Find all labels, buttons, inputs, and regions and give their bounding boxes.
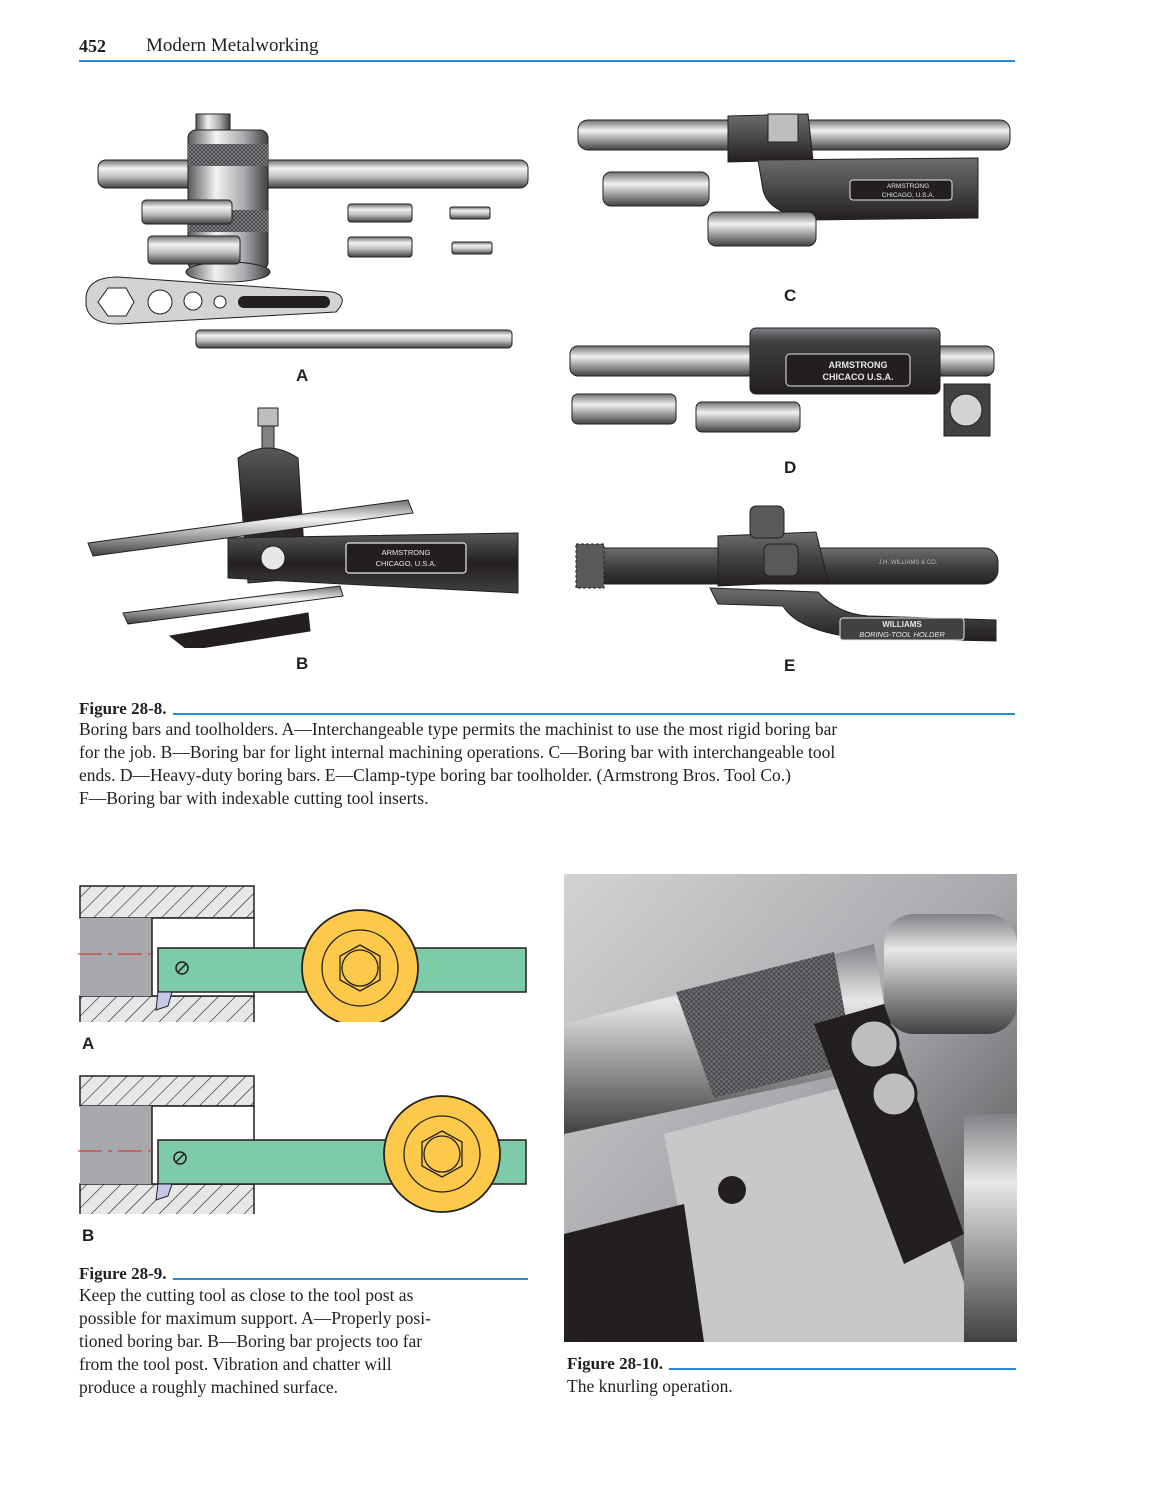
armstrong-toolholder-illustration: [78, 398, 538, 648]
caption-rule: [669, 1368, 1016, 1370]
svg-text:ARMSTRONG: ARMSTRONG: [886, 183, 930, 190]
figure-28-10-caption-body: The knurling operation.: [567, 1376, 733, 1396]
figure-28-10-photo: [564, 874, 1017, 1342]
interchangeable-end-boring-bar-illustration: [568, 100, 1016, 280]
diagram-label-a: A: [82, 1034, 95, 1053]
running-head: [79, 34, 1015, 62]
boring-bar-close-diagram: [78, 882, 538, 1022]
panel-label-b: B: [296, 654, 309, 673]
svg-text:BORING-TOOL HOLDER: BORING-TOOL HOLDER: [859, 630, 945, 639]
svg-text:J.H. WILLIAMS & CO.: J.H. WILLIAMS & CO.: [878, 560, 938, 566]
nameplate-line-2: CHICAGO, U.S.A.: [375, 559, 437, 568]
panel-label-e: E: [784, 656, 796, 675]
figure-28-8-panel-b: [78, 398, 538, 678]
svg-text:CHICACO U.S.A.: CHICACO U.S.A.: [822, 372, 894, 382]
svg-text:CHICAGO, U.S.A.: CHICAGO, U.S.A.: [881, 192, 935, 199]
book-title: Modern Metalworking: [146, 35, 319, 56]
figure-28-9-diagram-b: [78, 1074, 538, 1244]
figure-28-8-panel-c: [568, 100, 1016, 308]
svg-text:WILLIAMS: WILLIAMS: [882, 620, 922, 629]
figure-28-9-diagram-a: [78, 882, 538, 1052]
panel-label-d: D: [784, 458, 797, 477]
figure-28-8-caption-title: Figure 28-8.: [79, 699, 1015, 719]
caption-rule: [173, 713, 1015, 715]
diagram-label-b: B: [82, 1226, 95, 1245]
svg-text:ARMSTRONG: ARMSTRONG: [828, 360, 888, 370]
figure-28-9-caption-title: Figure 28-9.: [79, 1264, 528, 1284]
panel-label-a: A: [296, 366, 309, 385]
figure-28-8-panel-e: [568, 496, 1016, 678]
caption-rule: [173, 1278, 528, 1280]
heavy-duty-boring-bar-illustration: [568, 326, 1016, 446]
boring-bar-overhang-diagram: [78, 1074, 538, 1214]
figure-28-10-caption-title: Figure 28-10.: [567, 1354, 1016, 1374]
williams-boring-tool-holder-illustration: [568, 496, 1016, 646]
page-number: 452: [79, 36, 106, 56]
boring-bar-set-illustration: [78, 92, 538, 372]
nameplate-line-1: ARMSTRONG: [381, 548, 431, 557]
figure-28-9-caption-body: Keep the cutting tool as close to the tool post as possible for maximum support. A—Properly posi- tioned boring bar. B—Boring bar projects too far from the tool post. Vibration and chatter will produce a roughly machined surface.: [79, 1285, 431, 1397]
figure-28-8-panel-a: [78, 92, 538, 392]
panel-label-c: C: [784, 286, 797, 305]
figure-28-8-panel-d: [568, 326, 1016, 482]
figure-28-8-caption-body: Boring bars and toolholders. A—Interchangeable type permits the machinist to use the most rigid boring bar for the job. B—Boring bar for light internal machining operations. C—Boring bar with interchangeable tool ends. D—Heavy-duty boring bars. E—Clamp-type boring bar toolholder. (Armstrong Bros. Tool Co.) F—Boring bar with indexable cutting tool inserts.: [79, 719, 838, 808]
knurling-operation-photo: [564, 874, 1017, 1342]
